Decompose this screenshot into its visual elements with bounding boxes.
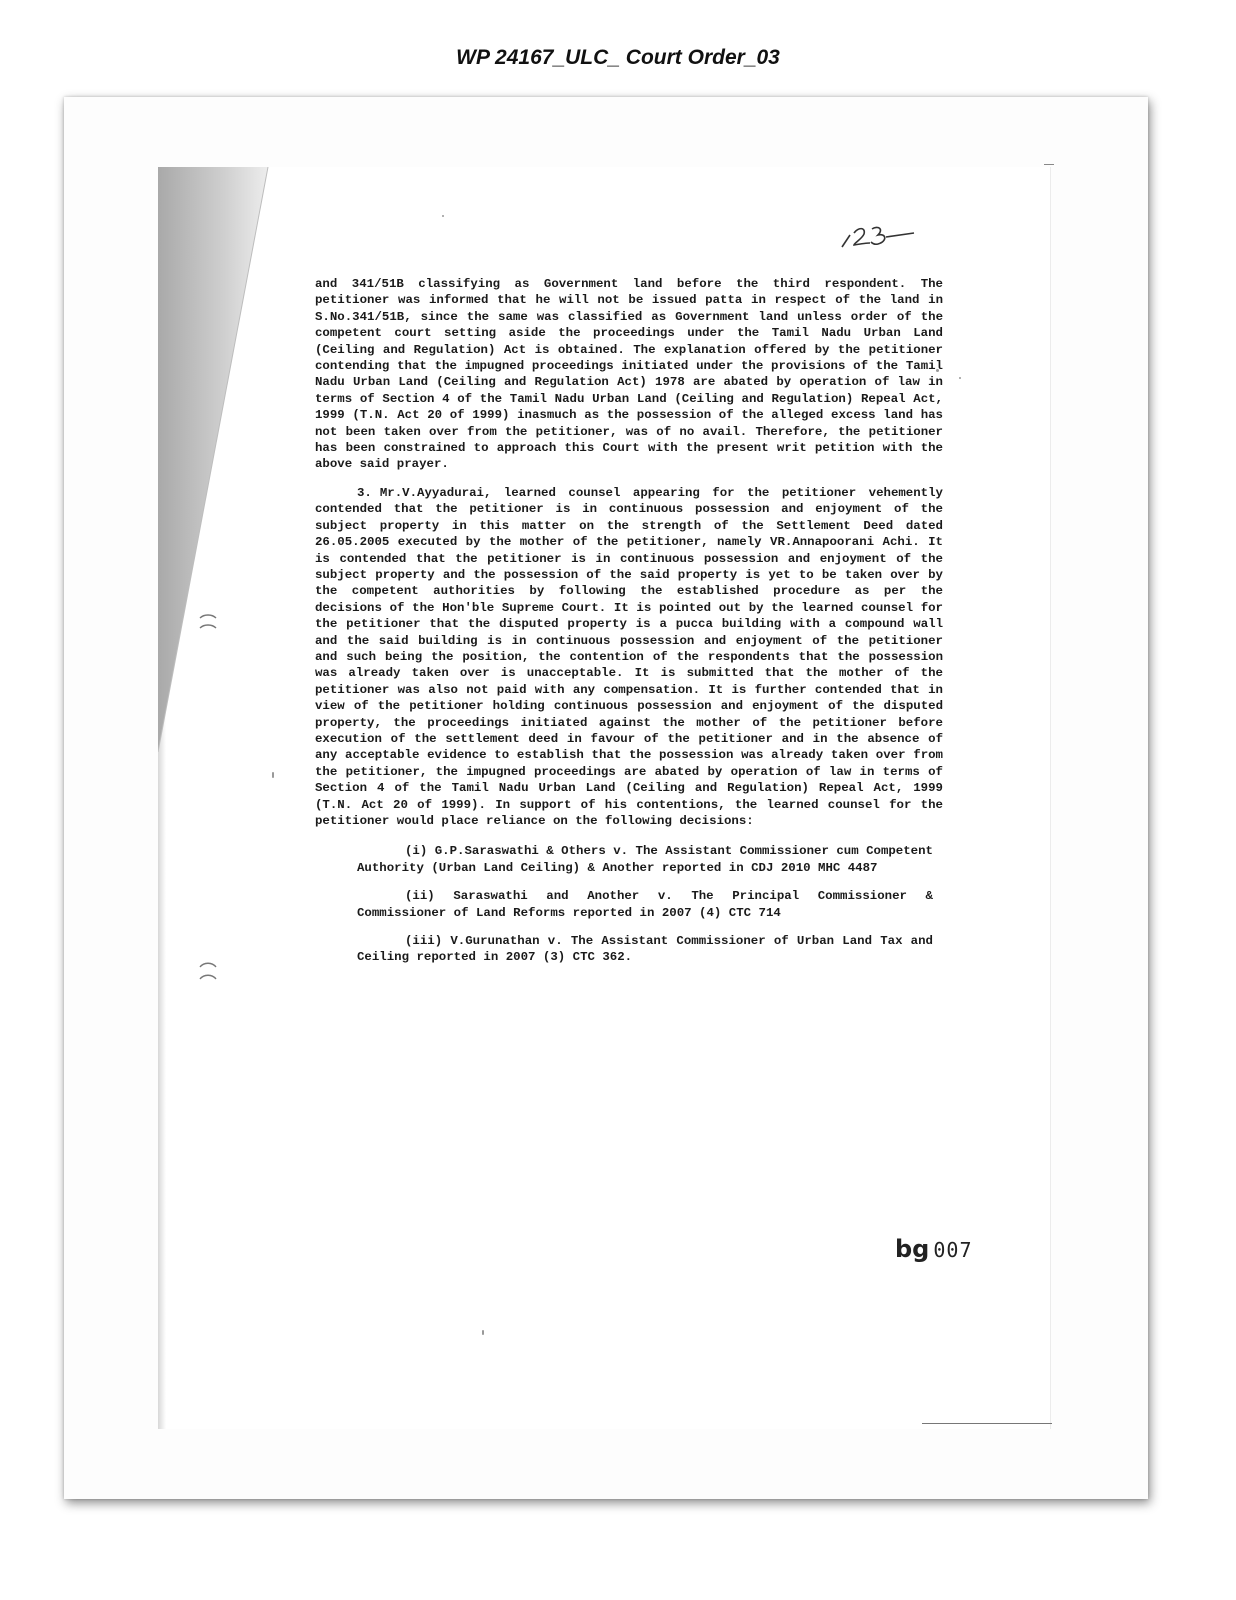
paragraph-number: 3.: [357, 485, 372, 500]
top-edge-mark: [1044, 164, 1054, 165]
paragraph-3-text: Mr.V.Ayyadurai, learned counsel appearing for the petitioner vehemently contended that the petitioner is in continuous possession and enjoyment of the subject property in this matter on the strength of the Settlement Deed dated 26.05.2005 executed by the mother of the petitioner, namely VR.Annapoorani Achi. It is contended that the petitioner is in continuous possession and enjoyment of the subject property and the possession of the said property is yet to be taken over by the competent authorities by following the established procedure as per the decisions of the Hon'ble Supreme Court. It is pointed out by the learned counsel for the petitioner that the disputed property is a pucca building with a compound wall and the said building is in continuous possession and enjoyment of the petitioner and such being the position, the contention of the respondents that the possession was already taken over is unacceptable. It is submitted that the mother of the petitioner was also not paid with any compensation. It is further contended that in view of the petitioner holding continuous possession and enjoyment of the disputed property, the proceedings initiated against the mother of the petitioner before execution of the settlement deed in favour of the petitioner and in the absence of any acceptable evidence to establish that the possession was already taken over from the petitioner, the impugned proceedings are abated by operation of law in terms of Section 4 of the Tamil Nadu Urban Land (Ceiling and Regulation) Repeal Act, 1999 (T.N. Act 20 of 1999). In support of his contentions, the learned counsel for the petitioner would place reliance on the following decisions:: [315, 485, 943, 828]
scan-speck: [482, 1330, 484, 1335]
citation-item: (i) G.P.Saraswathi & Others v. The Assistant Commissioner cum Competent Authority (Urban Land Ceiling) & Another reported in CDJ 2010 MHC 4487: [357, 844, 933, 875]
stamp-prefix: bg: [895, 1235, 930, 1263]
binder-hole-icon: [198, 612, 220, 636]
citation-item: (iii) V.Gurunathan v. The Assistant Commissioner of Urban Land Tax and Ceiling reported in 2007 (3) CTC 362.: [357, 934, 933, 965]
scan-speck: [442, 215, 444, 217]
scan-speck: [272, 772, 274, 778]
binder-hole-icon: [198, 959, 220, 987]
document-title: WP 24167_ULC_ Court Order_03: [456, 46, 780, 69]
handwritten-page-number-icon: [840, 213, 920, 253]
page-stamp: [895, 1235, 972, 1263]
scanned-page: [64, 97, 1148, 1499]
citation-item: (ii) Saraswathi and Another v. The Principal Commissioner & Commissioner of Land Reforms reported in 2007 (4) CTC 714: [357, 889, 933, 920]
paragraph-continuation: and 341/51B classifying as Government land before the third respondent. The petitioner was informed that he will not be issued patta in respect of the land in S.No.341/51B, since the same was classified as Government land unless order of the competent court setting aside the proceedings under the Tamil Nadu Urban Land (Ceiling and Regulation) Act is obtained. The explanation offered by the petitioner contending that the impugned proceedings initiated under the provisions of the Tamil Nadu Urban Land (Ceiling and Regulation Act) 1978 are abated by operation of law in terms of Section 4 of the Tamil Nadu Urban Land (Ceiling and Regulation) Repeal Act, 1999 (T.N. Act 20 of 1999) inasmuch as the possession of the alleged excess land has not been taken over from the petitioner, was of no avail. Therefore, the petitioner has been constrained to approach this Court with the present writ petition with the above said prayer.: [315, 277, 943, 472]
bottom-edge-line: [922, 1423, 1052, 1424]
stamp-number: 007: [933, 1238, 973, 1262]
document-body: [315, 276, 943, 978]
scan-speck: [959, 377, 961, 379]
paragraph-3: [315, 485, 943, 830]
page-fold-corner-icon: [158, 167, 278, 757]
